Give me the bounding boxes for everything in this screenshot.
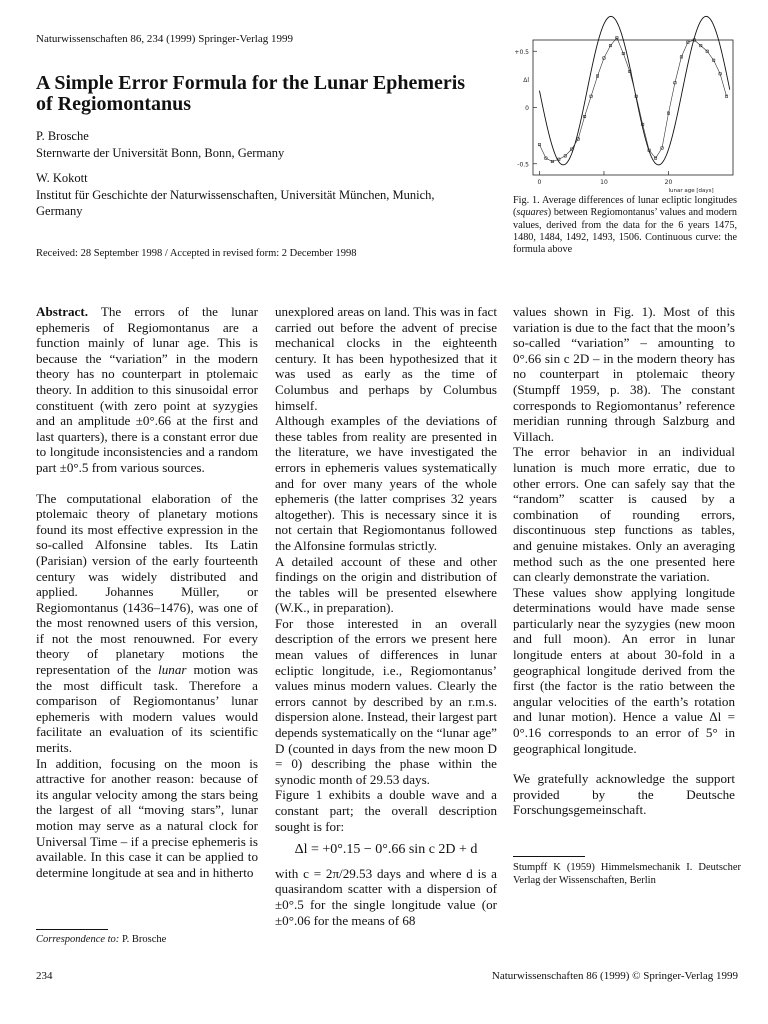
paragraph: The computational elaboration of the ptolemaic theory of planetary motions found its most effective expression in the so-called Alfonsine tables. Its Latin (Parisian) version of the early fourteenth century was widely distributed and applied. Johannes Müller, or Regiomontanus (1436–1476), was one of the most renowned users of this version, if not the most renouwned. For every theory of planetary motions the representation of the lunar motion was the most difficult task. Therefore a comparison of Regiomontanus’ lunar ephemeris with modern values would facilitate an evaluation of its scientific merits. [36,490,258,756]
data-line [539,38,726,162]
figure-caption: Fig. 1. Average differences of lunar ecliptic longitudes (squares) between Regiomontanus’ values and modern values, derived from the data for the 6 years 1475, 1480, 1484, 1492, 1493, 1506. Continuous curve: the formula above [513,195,737,256]
reference-entry: Stumpff K (1959) Himmelsmechanik I. Deutscher Verlag der Wissenschaften, Berlin [513,862,741,886]
text-column-2 [275,304,497,928]
abstract: Abstract. The errors of the lunar ephemeris of Regiomontanus are a function mainly of lunar age. This is because the “variation” in the modern theory has no counterpart in ptolemaic theory. In addition to this sinusoidal error constituent (with zero point at syzygies and an amplitude ±0°.66 at the first and last quarters), there is a constant error due to longitude inconsistencies and a random part ±0°.5 from various sources. [36,304,258,475]
y-tick-label: +0.5 [514,48,529,56]
running-head: Naturwissenschaften 86, 234 (1999) Springer-Verlag 1999 [36,33,293,45]
paragraph: with c = 2π/29.53 days and where d is a quasirandom scatter with a dispersion of ±0°.5 for the single longitude value (or ±0°.06 for the means of 68 [275,865,497,928]
data-point [538,143,540,145]
text-column-3 [513,304,735,818]
x-tick-label: 20 [664,179,673,186]
paragraph: Although examples of the deviations of these tables from reality are presented in the literature, we have investigated the errors in ephemeris values systematically and for over many years of the whole ephemeris (the latter comprises 32 years altogether). This is necessary since it is not certain that Regiomontanus followed the Alfonsine formulas strictly. [275,413,497,553]
paragraph: In addition, focusing on the moon is attractive for another reason: because of its angular velocity among the stars being the largest of all “moving stars”, lunar motion may serve as a natural clock for Universal Time – if a precise ephemeris is available. In this case it can be applied to determine longitude at sea and in hitherto [36,755,258,880]
figure-label: Fig. 1. [513,195,540,206]
paragraph: For those interested in an overall description of the errors we present here mean values of differences in lunar ecliptic longitude, i.e., Regiomontanus’ values minus modern values. Clearly the errors cannot by described by an r.m.s. dispersion alone. Instead, their largest part depends systematically on the “lunar age” D (counted in days from the new moon D = 0) describing the phase within the synodic month of 29.53 days. [275,615,497,787]
author-name: P. Brosche [36,129,89,143]
x-tick-label: 0 [537,179,542,186]
paragraph: values shown in Fig. 1). Most of this variation is due to the fact that the moon’s so-called “variation” – amounting to 0°.66 sin c 2D – in the modern theory has no counterpart in ptolemaic theory (Stumpff 1959, p. 38). The constant corresponds to Regiomontanus’ reference meridian running through Salzburg and Villach. [513,304,735,444]
correspondence-note: Correspondence to: P. Brosche [36,934,167,945]
reference-rule [513,856,585,857]
footnote-rule [36,929,108,930]
author-affiliation: Sternwarte der Universität Bonn, Bonn, Germany [36,146,285,160]
plot-frame [533,40,733,175]
acknowledgement: We gratefully acknowledge the support provided by the Deutsche Forschungsgemeinschaft. [513,771,735,818]
author-affiliation: Institut für Geschichte der Naturwissenschaften, Universität München, Munich, Germany [36,188,435,218]
text-column-1 [36,304,258,880]
error-formula: Δl = +0°.15 − 0°.66 sin c 2D + d [294,842,478,858]
received-dates: Received: 28 September 1998 / Accepted in revised form: 2 December 1998 [36,248,357,259]
paragraph: These values show applying longitude determinations would have made sense particularly near the syzygies (new moon and full moon). An error in lunar longitude enters at about 30-fold in a geographical longitude derived from the first (the factor is the ratio between the angular velocities of the earth’s rotation and lunar motion). Hence a value Δl = 0°.16 corresponds to an error of 5° in geographical longitude. [513,584,735,756]
paragraph: A detailed account of these and other findings on the origin and distribution of the tables will be presented elsewhere (W.K., in preparation). [275,553,497,616]
x-tick-label: 10 [600,179,608,186]
y-tick-label: 0 [525,105,529,112]
figure-1-chart [503,30,743,194]
author-name: W. Kokott [36,171,88,185]
article-title: A Simple Error Formula for the Lunar Ephemeris of Regiomontanus [36,72,466,115]
paragraph: The error behavior in an individual lunation is much more erratic, due to other errors. One can safely say that the “random” scatter is caused by a combination of rounding errors, discontinuous step functions as tables, and genuine mistakes. Only an averaging method such as the one presented here can clearly demonstrate the variation. [513,444,735,585]
paragraph: unexplored areas on land. This was in fact carried out before the advent of precise mechanical clocks in the eighteenth century. It has been hypothesized that it was used as early as the time of Columbus and perhaps by Columbus himself. [275,304,497,413]
y-tick-label: Δl [523,76,529,84]
journal-footer: Naturwissenschaften 86 (1999) © Springer-Verlag 1999 [491,970,738,982]
y-tick-label: -0.5 [517,161,529,169]
page-number: 234 [36,970,53,982]
paragraph: Figure 1 exhibits a double wave and a constant part; the overall description sought is for: [275,787,497,834]
x-axis-label: lunar age [days] [668,188,714,194]
